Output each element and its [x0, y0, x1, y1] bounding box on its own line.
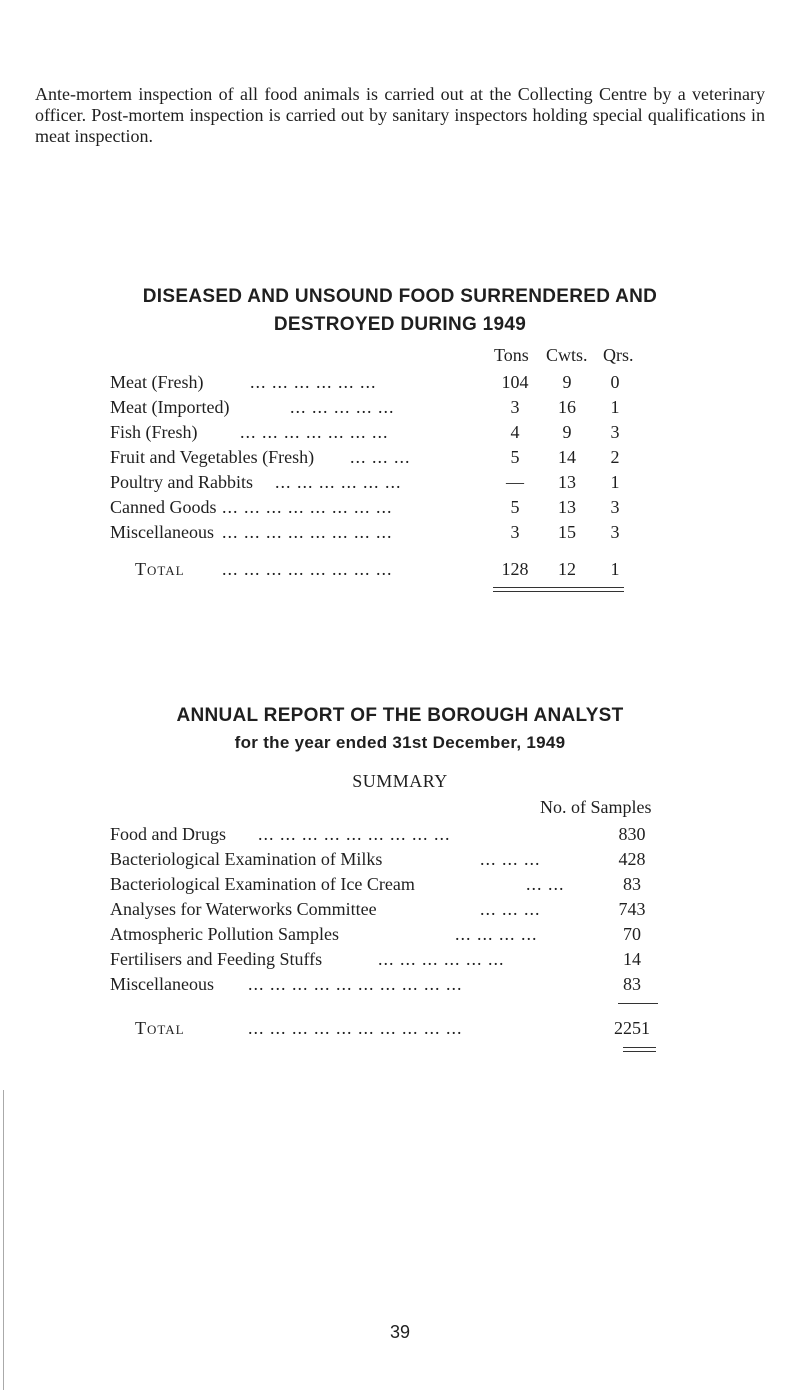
food-row	[110, 370, 630, 394]
food-row-qrs: 2	[610, 447, 620, 467]
leader-dots: ... ... ... ... ... ...	[378, 949, 505, 969]
analyst-row-value: 83	[623, 874, 641, 894]
food-row-cwts: 9	[562, 372, 572, 392]
food-row-tons: —	[506, 472, 524, 492]
food-row-cwts: 13	[558, 472, 576, 492]
leader-dots: ... ... ... ... ... ... ... ...	[222, 522, 393, 542]
leader-dots: ... ... ... ... ... ...	[275, 472, 402, 492]
food-total-row	[110, 557, 630, 581]
analyst-section-title: ANNUAL REPORT OF THE BOROUGH ANALYST	[176, 705, 624, 726]
leader-dots: ... ... ... ...	[455, 924, 538, 944]
food-row-qrs: 0	[610, 372, 620, 392]
food-row-tons: 3	[510, 397, 520, 417]
analyst-total-row	[110, 1016, 670, 1040]
food-row-qrs: 1	[610, 397, 620, 417]
food-row-label: Fruit and Vegetables (Fresh)	[110, 447, 315, 467]
leader-dots: ... ... ... ... ... ... ... ... ...	[258, 824, 451, 844]
food-row	[110, 445, 630, 469]
analyst-total-value: 2251	[614, 1018, 650, 1038]
analyst-row-value: 830	[618, 824, 646, 844]
intro-paragraph: Ante-mortem inspection of all food animals is carried out at the Collecting Centre by a veterinary officer. Post-mortem inspection is carried out by sanitary inspectors holding special qualifications in meat inspection.	[35, 84, 765, 146]
food-section-title: DISEASED AND UNSOUND FOOD SURRENDERED AND	[142, 286, 658, 307]
total-double-rule-top	[493, 587, 624, 588]
food-total-label: Total	[135, 559, 185, 579]
analyst-row-value: 14	[623, 949, 641, 969]
analyst-row-value: 743	[618, 899, 646, 919]
food-row-label: Fish (Fresh)	[110, 422, 198, 442]
food-row-label: Canned Goods	[110, 497, 217, 517]
food-row-tons: 5	[510, 447, 520, 467]
food-row-cwts: 16	[558, 397, 576, 417]
analyst-row-label: Miscellaneous	[110, 974, 214, 994]
food-row-label: Meat (Fresh)	[110, 372, 204, 392]
scan-margin-line	[3, 1090, 4, 1390]
leader-dots: ... ... ...	[480, 849, 541, 869]
leader-dots: ... ...	[526, 874, 565, 894]
analyst-row-label: Food and Drugs	[110, 824, 226, 844]
analyst-row	[110, 897, 670, 921]
food-section-subtitle: DESTROYED DURING 1949	[273, 314, 527, 335]
analyst-row-value: 83	[623, 974, 641, 994]
page-number: 39	[389, 1322, 411, 1342]
food-row-tons: 5	[510, 497, 520, 517]
food-row-label: Poultry and Rabbits	[110, 472, 253, 492]
food-row-qrs: 3	[610, 522, 620, 542]
food-row-qrs: 1	[610, 472, 620, 492]
leader-dots: ... ... ... ... ... ... ...	[240, 422, 389, 442]
food-row-label: Miscellaneous	[110, 522, 214, 542]
analyst-row-label: Bacteriological Examination of Milks	[110, 849, 383, 869]
leader-dots: ... ... ... ... ... ...	[250, 372, 377, 392]
food-row-cwts: 14	[558, 447, 576, 467]
analyst-row	[110, 872, 670, 896]
analyst-row-value: 428	[618, 849, 646, 869]
food-total-cwts: 12	[558, 559, 576, 579]
col-head-qrs: Qrs.	[603, 345, 634, 365]
col-head-samples: No. of Samples	[540, 797, 652, 817]
leader-dots: ... ... ... ... ...	[290, 397, 395, 417]
food-row	[110, 520, 630, 544]
col-head-tons: Tons	[494, 345, 529, 365]
food-row	[110, 495, 630, 519]
leader-dots: ... ... ... ... ... ... ... ...	[222, 497, 393, 517]
analyst-row	[110, 922, 670, 946]
analyst-row-value: 70	[623, 924, 641, 944]
leader-dots: ... ... ... ... ... ... ... ... ... ...	[248, 974, 463, 994]
food-row-qrs: 3	[610, 497, 620, 517]
analyst-row	[110, 947, 670, 971]
food-row-qrs: 3	[610, 422, 620, 442]
analyst-row-label: Analyses for Waterworks Committee	[110, 899, 377, 919]
food-row-tons: 4	[510, 422, 520, 442]
subtotal-rule	[618, 1003, 658, 1004]
food-total-tons: 128	[501, 559, 529, 579]
leader-dots: ... ... ... ... ... ... ... ... ... ...	[248, 1018, 463, 1038]
food-row-cwts: 13	[558, 497, 576, 517]
analyst-row	[110, 822, 670, 846]
food-row	[110, 470, 630, 494]
food-row	[110, 420, 630, 444]
food-row-label: Meat (Imported)	[110, 397, 230, 417]
food-total-qrs: 1	[610, 559, 620, 579]
total-double-rule-bottom	[623, 1051, 656, 1052]
food-row	[110, 395, 630, 419]
analyst-row-label: Fertilisers and Feeding Stuffs	[110, 949, 323, 969]
analyst-total-label: Total	[135, 1018, 185, 1038]
food-row-cwts: 9	[562, 422, 572, 442]
col-head-cwts: Cwts.	[546, 345, 588, 365]
leader-dots: ... ... ... ... ... ... ... ...	[222, 559, 393, 579]
analyst-section-subtitle: for the year ended 31st December, 1949	[234, 733, 566, 752]
food-row-tons: 3	[510, 522, 520, 542]
food-row-tons: 104	[501, 372, 529, 392]
total-double-rule-top	[623, 1047, 656, 1048]
analyst-row-label: Atmospheric Pollution Samples	[110, 924, 339, 944]
leader-dots: ... ... ...	[350, 447, 411, 467]
analyst-row	[110, 847, 670, 871]
analyst-row-label: Bacteriological Examination of Ice Cream	[110, 874, 415, 894]
leader-dots: ... ... ...	[480, 899, 541, 919]
food-row-cwts: 15	[558, 522, 576, 542]
total-double-rule-bottom	[493, 591, 624, 592]
summary-title: SUMMARY	[352, 771, 448, 791]
analyst-row	[110, 972, 670, 996]
